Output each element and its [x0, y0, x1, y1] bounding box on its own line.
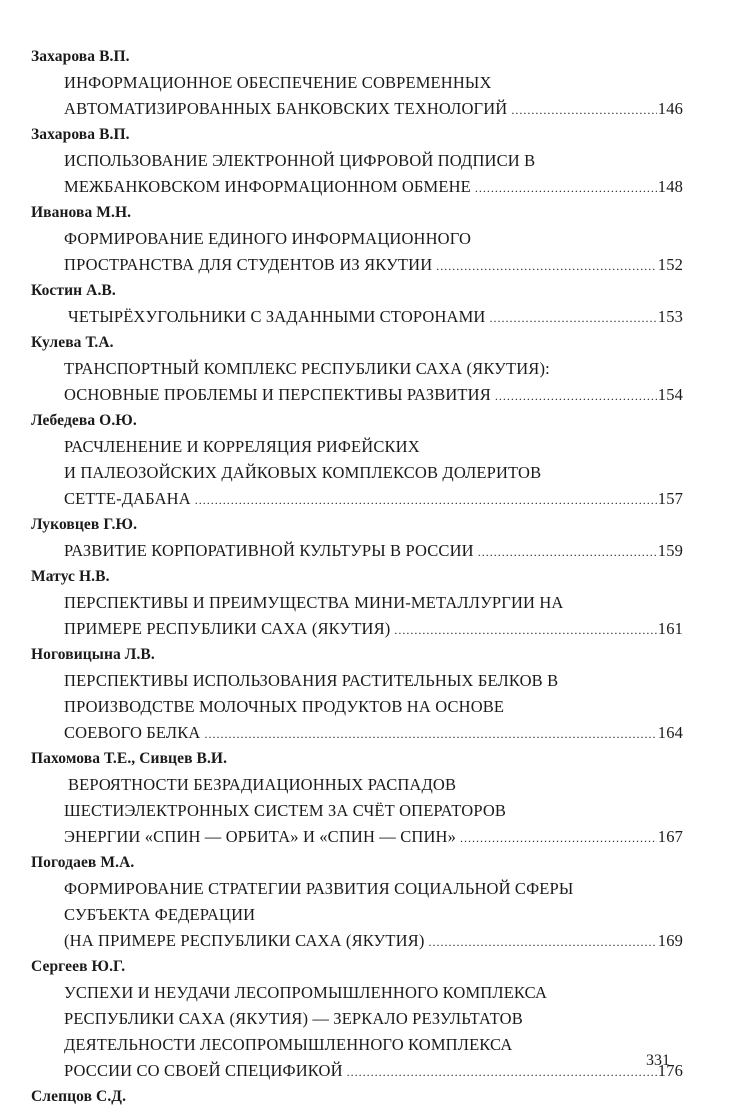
entry-title-text: ПРОСТРАНСТВА ДЛЯ СТУДЕНТОВ ИЗ ЯКУТИИ	[64, 255, 433, 274]
entry-title-text: (НА ПРИМЕРЕ РЕСПУБЛИКИ САХА (ЯКУТИЯ)	[64, 931, 425, 950]
entry-author: Сергеев Ю.Г.	[31, 958, 126, 975]
entry-title-line: ФОРМИРОВАНИЕ ЕДИНОГО ИНФОРМАЦИОННОГО	[64, 229, 472, 248]
entry-title-text: ЧЕТЫРЁХУГОЛЬНИКИ С ЗАДАННЫМИ СТОРОНАМИ	[68, 307, 486, 326]
dot-leader	[347, 1059, 657, 1084]
entry-title-text: ЭНЕРГИИ «СПИН — ОРБИТА» И «СПИН — СПИН»	[64, 827, 456, 846]
entry-page-number: 153	[657, 307, 683, 326]
entry-title-line: ДЕЯТЕЛЬНОСТИ ЛЕСОПРОМЫШЛЕННОГО КОМПЛЕКСА	[64, 1035, 513, 1054]
entry-author: Луковцев Г.Ю.	[31, 516, 138, 533]
entry-title-text: ПРИМЕРЕ РЕСПУБЛИКИ САХА (ЯКУТИЯ)	[64, 619, 391, 638]
entry-title-line	[31, 928, 683, 954]
entry-page-number: 157	[657, 489, 683, 508]
dot-leader	[394, 617, 656, 642]
entry-author: Матус Н.В.	[31, 568, 110, 585]
entry-page-number: 164	[657, 723, 683, 742]
dot-leader	[436, 253, 657, 278]
entry-author: Иванова М.Н.	[31, 204, 132, 221]
entry-title-line: СУБЪЕКТА ФЕДЕРАЦИИ	[64, 905, 256, 924]
entry-title-text: ОСНОВНЫЕ ПРОБЛЕМЫ И ПЕРСПЕКТИВЫ РАЗВИТИЯ	[64, 385, 491, 404]
toc-entry	[31, 512, 683, 564]
dot-leader	[478, 539, 657, 564]
entry-page-number: 146	[657, 99, 683, 118]
dot-leader	[195, 487, 657, 512]
toc-entry	[31, 122, 683, 200]
entry-title-line	[31, 382, 683, 408]
entry-title-line: ПЕРСПЕКТИВЫ ИСПОЛЬЗОВАНИЯ РАСТИТЕЛЬНЫХ БЕЛКОВ В	[64, 671, 559, 690]
entry-page-number: 152	[657, 255, 683, 274]
entry-author: Ноговицына Л.В.	[31, 646, 155, 663]
entry-title-text: РАЗВИТИЕ КОРПОРАТИВНОЙ КУЛЬТУРЫ В РОССИИ	[64, 541, 474, 560]
dot-leader	[511, 97, 656, 122]
entry-page-number: 167	[657, 827, 683, 846]
entry-title-line: ПЕРСПЕКТИВЫ И ПРЕИМУЩЕСТВА МИНИ-МЕТАЛЛУРГИИ НА	[64, 593, 564, 612]
entry-page-number: 159	[657, 541, 683, 560]
entry-title-line	[31, 252, 683, 278]
entry-title-line: РАСЧЛЕНЕНИЕ И КОРРЕЛЯЦИЯ РИФЕЙСКИХ	[64, 437, 420, 456]
entry-author: Костин А.В.	[31, 282, 116, 299]
entry-author: Кулева Т.А.	[31, 334, 114, 351]
entry-page-number: 154	[657, 385, 683, 404]
toc-entry	[31, 1084, 683, 1110]
entry-title-line	[31, 616, 683, 642]
entry-title-text: РОССИИ СО СВОЕЙ СПЕЦИФИКОЙ	[64, 1061, 343, 1080]
entry-title-line: ВЕРОЯТНОСТИ БЕЗРАДИАЦИОННЫХ РАСПАДОВ	[68, 775, 457, 794]
entry-page-number: 148	[657, 177, 683, 196]
entry-title-line	[31, 174, 683, 200]
entry-title-line	[31, 96, 683, 122]
entry-title-text: СЕТТЕ-ДАБАНА	[64, 489, 191, 508]
toc-entry	[31, 330, 683, 408]
entry-title-line: УСПЕХИ И НЕУДАЧИ ЛЕСОПРОМЫШЛЕННОГО КОМПЛЕКСА	[64, 983, 548, 1002]
entry-page-number: 176	[657, 1061, 683, 1080]
dot-leader	[460, 825, 657, 850]
dot-leader	[495, 383, 657, 408]
entry-title-line: ШЕСТИЭЛЕКТРОННЫХ СИСТЕМ ЗА СЧЁТ ОПЕРАТОРОВ	[64, 801, 507, 820]
entry-title-line: ИНФОРМАЦИОННОЕ ОБЕСПЕЧЕНИЕ СОВРЕМЕННЫХ	[64, 73, 492, 92]
toc-entry	[31, 642, 683, 746]
entry-title-text: АВТОМАТИЗИРОВАННЫХ БАНКОВСКИХ ТЕХНОЛОГИЙ	[64, 99, 508, 118]
entry-title-line	[31, 824, 683, 850]
toc-entry	[31, 200, 683, 278]
entry-title-line	[31, 538, 683, 564]
dot-leader	[205, 721, 657, 746]
toc-entry	[31, 850, 683, 954]
dot-leader	[490, 305, 657, 330]
toc-entry	[31, 564, 683, 642]
entry-title-line: ФОРМИРОВАНИЕ СТРАТЕГИИ РАЗВИТИЯ СОЦИАЛЬНОЙ СФЕРЫ	[64, 879, 574, 898]
toc-entry	[31, 408, 683, 512]
entry-title-line	[31, 304, 683, 330]
page-number: 331	[646, 1052, 670, 1069]
table-of-contents	[31, 44, 683, 1110]
entry-title-text: МЕЖБАНКОВСКОМ ИНФОРМАЦИОННОМ ОБМЕНЕ	[64, 177, 471, 196]
entry-title-text: СОЕВОГО БЕЛКА	[64, 723, 201, 742]
entry-author: Лебедева О.Ю.	[31, 412, 137, 429]
toc-entry	[31, 954, 683, 1084]
entry-page-number: 169	[657, 931, 683, 950]
entry-title-line	[31, 720, 683, 746]
entry-title-line: И ПАЛЕОЗОЙСКИХ ДАЙКОВЫХ КОМПЛЕКСОВ ДОЛЕРИТОВ	[64, 463, 542, 482]
dot-leader	[428, 929, 656, 954]
entry-title-line: ТРАНСПОРТНЫЙ КОМПЛЕКС РЕСПУБЛИКИ САХА (ЯКУТИЯ):	[64, 359, 550, 378]
entry-author: Слепцов С.Д.	[31, 1088, 127, 1105]
entry-title-line	[31, 1058, 683, 1084]
toc-entry	[31, 278, 683, 330]
dot-leader	[475, 175, 657, 200]
entry-author: Захарова В.П.	[31, 48, 130, 65]
toc-entry	[31, 44, 683, 122]
entry-title-line: РЕСПУБЛИКИ САХА (ЯКУТИЯ) — ЗЕРКАЛО РЕЗУЛЬТАТОВ	[64, 1009, 523, 1028]
toc-entry	[31, 746, 683, 850]
entry-title-line: ПРОИЗВОДСТВЕ МОЛОЧНЫХ ПРОДУКТОВ НА ОСНОВЕ	[64, 697, 505, 716]
entry-title-line: ИСПОЛЬЗОВАНИЕ ЭЛЕКТРОННОЙ ЦИФРОВОЙ ПОДПИСИ В	[64, 151, 536, 170]
entry-author: Захарова В.П.	[31, 126, 130, 143]
entry-author: Погодаев М.А.	[31, 854, 135, 871]
entry-title-line	[31, 486, 683, 512]
entry-page-number: 161	[657, 619, 683, 638]
entry-author: Пахомова Т.Е., Сивцев В.И.	[31, 750, 228, 767]
